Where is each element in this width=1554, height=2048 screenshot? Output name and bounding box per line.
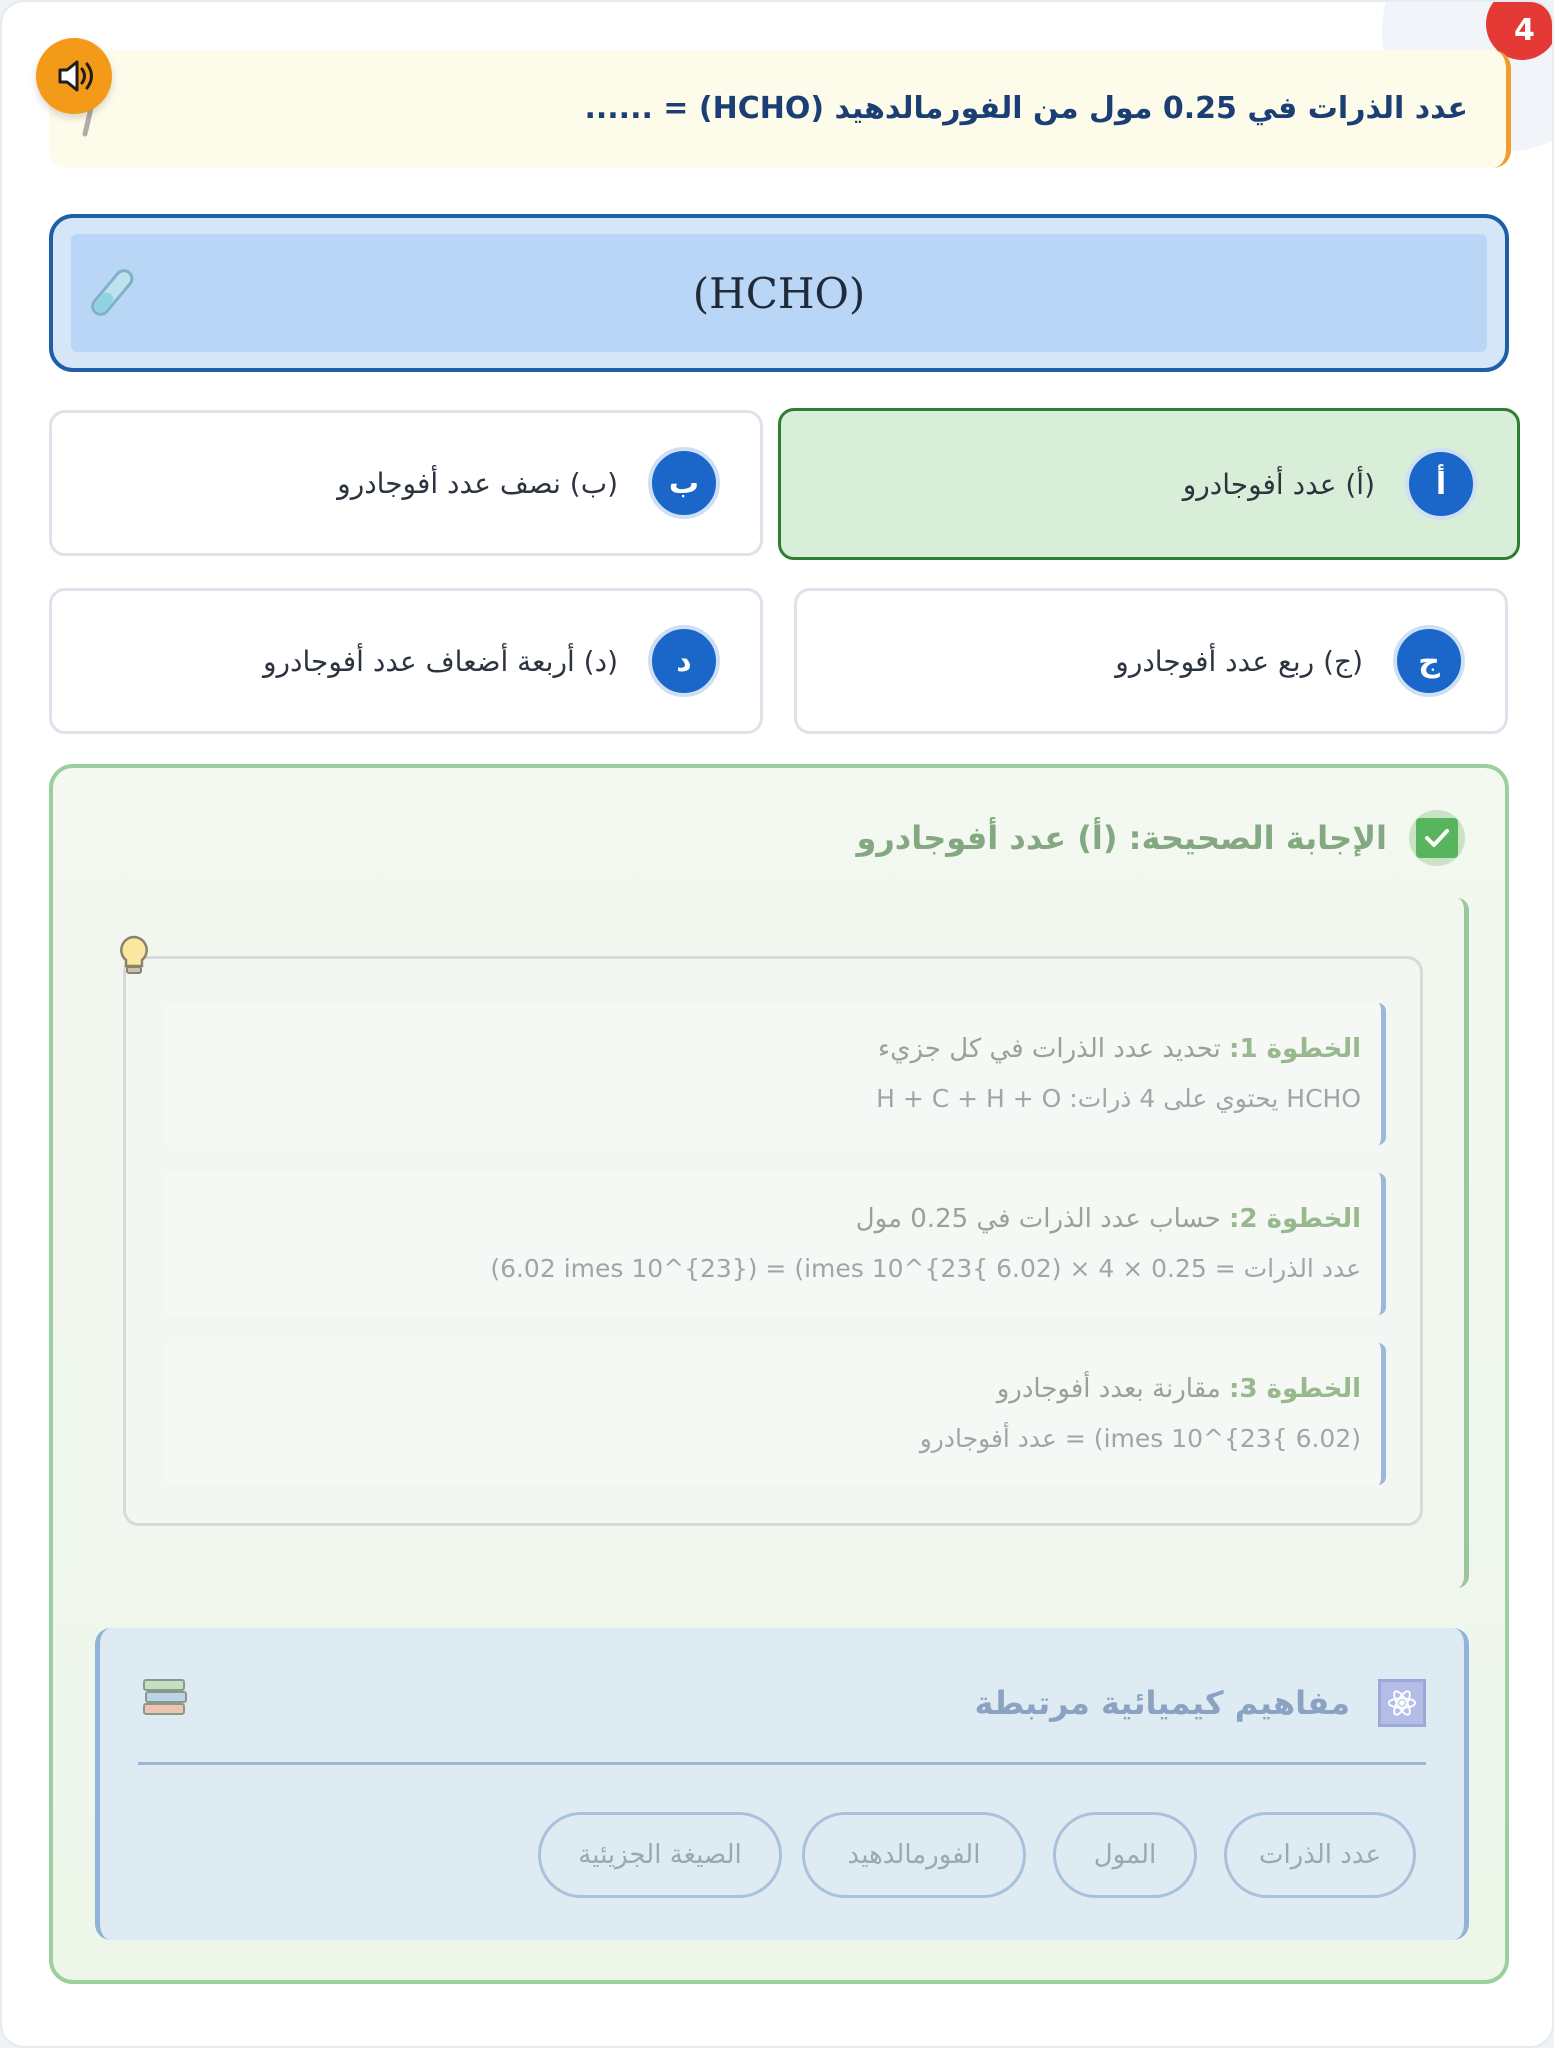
- answer-header: [856, 808, 1465, 868]
- step-1: [162, 1003, 1386, 1145]
- question-text: عدد الذرات في 0.25 مول من الفورمالدهيد (HCHO) = ......: [584, 91, 1468, 126]
- step-2: [162, 1173, 1386, 1315]
- answer-panel: [49, 764, 1509, 1984]
- option-b-badge: ب: [648, 447, 720, 519]
- option-a-label: (أ) عدد أفوجادرو: [1182, 467, 1375, 501]
- option-b[interactable]: [49, 410, 763, 556]
- option-d[interactable]: [49, 588, 763, 734]
- option-a-badge: أ: [1405, 448, 1477, 520]
- step-3-label: الخطوة 3:: [1229, 1374, 1361, 1404]
- speaker-icon[interactable]: [36, 38, 112, 114]
- books-icon: [140, 1674, 190, 1724]
- concepts-title: مفاهيم كيميائية مرتبطة: [974, 1684, 1350, 1722]
- step-1-title: تحديد عدد الذرات في كل جزيء: [877, 1034, 1221, 1064]
- related-concepts: [95, 1628, 1469, 1940]
- step-3-title: مقارنة بعدد أفوجادرو: [996, 1374, 1221, 1404]
- concept-tag[interactable]: الصيغة الجزيئية: [538, 1812, 782, 1898]
- steps-box: [123, 956, 1423, 1526]
- step-2-title: حساب عدد الذرات في 0.25 مول: [855, 1204, 1221, 1234]
- bulb-icon: [117, 934, 151, 978]
- concept-tag[interactable]: المول: [1053, 1812, 1197, 1898]
- step-3: [162, 1343, 1386, 1485]
- explanation-section: [95, 898, 1469, 1588]
- answer-title: الإجابة الصحيحة: (أ) عدد أفوجادرو: [856, 819, 1387, 857]
- concept-tag[interactable]: الفورمالدهيد: [802, 1812, 1026, 1898]
- concepts-header: [974, 1676, 1426, 1730]
- question-number-badge: 4: [1486, 0, 1554, 60]
- concept-tag[interactable]: عدد الذرات: [1224, 1812, 1416, 1898]
- formula-text: (HCHO): [71, 234, 1487, 352]
- atom-icon: [1378, 1679, 1426, 1727]
- concepts-divider: [138, 1762, 1426, 1765]
- option-c-badge: ج: [1393, 625, 1465, 697]
- step-3-detail: (6.02 }imes 10^{23) = عدد أفوجادرو: [919, 1424, 1361, 1453]
- option-a[interactable]: [778, 408, 1520, 560]
- formula-box: [49, 214, 1509, 372]
- step-2-detail: عدد الذرات = 0.25 × 4 × (6.02 }imes 10^{23) = (6.02 imes 10^{23}): [490, 1254, 1361, 1283]
- option-d-badge: د: [648, 625, 720, 697]
- step-1-detail: HCHO يحتوي على 4 ذرات: H + C + H + O: [876, 1084, 1361, 1113]
- check-icon: [1409, 810, 1465, 866]
- test-tube-icon: [83, 264, 139, 324]
- option-d-label: (د) أربعة أضعاف عدد أفوجادرو: [262, 644, 618, 678]
- step-2-label: الخطوة 2:: [1229, 1204, 1361, 1234]
- option-c[interactable]: [794, 588, 1508, 734]
- option-c-label: (ج) ربع عدد أفوجادرو: [1115, 644, 1363, 678]
- option-b-label: (ب) نصف عدد أفوجادرو: [337, 466, 618, 500]
- step-1-label: الخطوة 1:: [1229, 1034, 1361, 1064]
- question-bar: [49, 50, 1511, 168]
